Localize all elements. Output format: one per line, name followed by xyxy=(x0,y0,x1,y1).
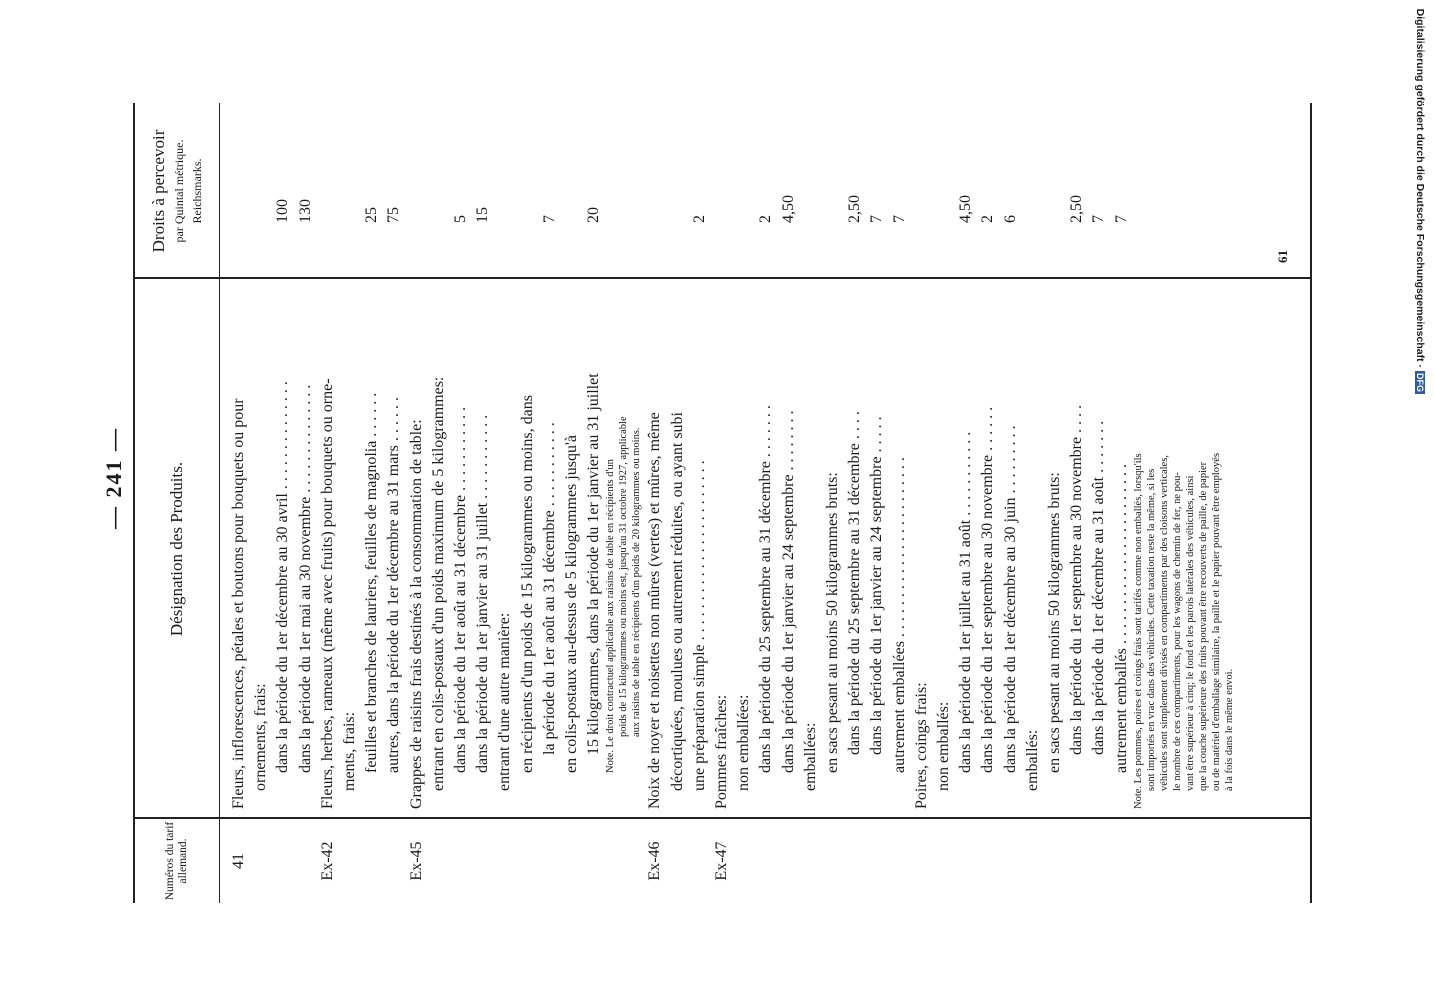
table-row xyxy=(932,103,956,903)
table-row xyxy=(427,103,451,903)
product-designation: dans la période du 1er décembre au 31 août . . . . . . . xyxy=(1090,420,1108,755)
table-row xyxy=(710,103,734,903)
duty-amount: 4,50 xyxy=(957,195,975,223)
table-row xyxy=(560,103,584,903)
product-designation: 15 kilogrammes, dans la période du 1er janvier au 31 juillet xyxy=(585,373,603,755)
duty-amount: 7 xyxy=(868,215,886,223)
product-designation: le nombre de ces compartiments, pour les wagons de chemin de fer, ne pou- xyxy=(1171,472,1183,791)
table-row xyxy=(821,103,845,903)
duty-amount: 7 xyxy=(1090,215,1108,223)
duty-amount: 100 xyxy=(274,199,292,223)
product-designation: entrant d'une autre manière: xyxy=(496,612,514,791)
table-row xyxy=(604,103,617,903)
table-row xyxy=(976,103,1000,903)
table-row xyxy=(360,103,384,903)
tariff-number: Ex-45 xyxy=(407,841,425,881)
table-row xyxy=(516,103,540,903)
footer-number: 61 xyxy=(1275,250,1290,263)
table-row xyxy=(1021,103,1045,903)
duty-amount: 5 xyxy=(452,215,469,223)
table-row xyxy=(954,103,978,903)
product-designation: emballées: xyxy=(801,722,819,791)
product-designation: dans la période du 1er janvier au 24 septembre . . . . . . . . xyxy=(779,410,797,773)
duty-amount: 6 xyxy=(1001,215,1019,223)
table-row xyxy=(271,103,295,903)
product-designation: en sacs pesant au moins 50 kilogrammes bruts: xyxy=(824,472,841,773)
duty-amount: 4,50 xyxy=(779,195,797,223)
table-row xyxy=(227,103,251,903)
product-designation: dans la période du 1er septembre au 30 novembre . . . . . . xyxy=(979,406,997,773)
table-row xyxy=(1110,103,1134,903)
table-row xyxy=(843,103,867,903)
product-designation: autrement emballés . . . . . . . . . . . . . . . . . . . . . . . xyxy=(1112,464,1130,773)
table-row xyxy=(1171,103,1184,903)
tariff-number: Ex-47 xyxy=(713,841,730,881)
table-row xyxy=(493,103,517,903)
product-designation: sont importés en vrac dans des véhicules. Cette taxation reste la même, si les xyxy=(1145,468,1157,791)
header-numeros xyxy=(135,819,219,903)
table-row xyxy=(1132,103,1145,903)
duty-amount: 75 xyxy=(385,207,403,223)
table-row xyxy=(294,103,318,903)
product-designation: Grappes de raisins frais destinés à la consommation de table: xyxy=(407,419,425,809)
duty-amount: 7 xyxy=(890,215,908,223)
duty-amount: 130 xyxy=(296,199,314,223)
table-row xyxy=(754,103,778,903)
dfg-logo: DFG xyxy=(1415,373,1425,392)
header-numeros-text: Numéros du tarif allemand. xyxy=(163,821,189,901)
duty-amount: 7 xyxy=(540,215,558,223)
product-designation: une préparation simple . . . . . . . . . . . . . . . . . . . . . . . xyxy=(690,460,708,791)
table-row xyxy=(471,103,495,903)
table-row xyxy=(617,103,630,903)
table-row xyxy=(405,103,429,903)
table-row xyxy=(1210,103,1223,903)
product-designation: Note. Les pommes, poires et coings frais sont tarifés comme non emballés, lorsqu'ils xyxy=(1132,453,1144,809)
tariff-number: 41 xyxy=(230,853,247,869)
table-row xyxy=(666,103,690,903)
table-row xyxy=(910,103,934,903)
product-designation: aux raisins de table en récipients d'un poids de 20 kilogrammes ou moins. xyxy=(631,427,643,737)
product-designation: Noix de noyer et noisettes non mûres (vertes) et mûres, même xyxy=(646,412,664,809)
product-designation: emballés: xyxy=(1023,729,1041,791)
duty-amount: 2 xyxy=(690,215,708,223)
credit-text: Digitalisierung gefördert durch die Deutsche Forschungsgemeinschaft · xyxy=(1414,8,1426,368)
header-designation-text: Désignation des Produits. xyxy=(167,461,187,637)
duty-amount: 2 xyxy=(979,215,997,223)
product-designation: autres, dans la période du 1er décembre au 31 mars . . . . . . xyxy=(385,397,403,773)
product-designation: non emballés: xyxy=(935,701,952,791)
product-designation: Pommes fraîches: xyxy=(713,694,730,809)
product-designation: dans la période du 1er décembre au 30 avril . . . . . . . . . . . . . . xyxy=(274,381,292,773)
table-row xyxy=(1158,103,1171,903)
product-designation: en sacs pesant au moins 50 kilogrammes bruts: xyxy=(1046,472,1063,773)
table-row xyxy=(382,103,406,903)
header-droits-unit: Reichsmarks. xyxy=(189,158,204,224)
duty-amount: 15 xyxy=(474,207,492,223)
product-designation: en colis-postaux au-dessus de 5 kilogrammes jusqu'à xyxy=(563,435,580,773)
duty-amount: 7 xyxy=(1112,215,1130,223)
product-designation: la période du 1er août au 31 décembre . . . . . . . . . . . xyxy=(540,422,558,755)
product-designation: dans la période du 25 septembre au 31 décembre . . . . . . . xyxy=(757,405,775,773)
duty-amount: 20 xyxy=(585,207,603,223)
table-row xyxy=(1184,103,1197,903)
product-designation: autrement emballées . . . . . . . . . . . . . . . . . . . . . . . xyxy=(890,457,908,773)
product-designation: dans la période du 1er janvier au 31 juillet . . . . . . . . . . . xyxy=(474,414,492,773)
product-designation: dans la période du 1er décembre au 30 juin . . . . . . . . . xyxy=(1001,425,1019,773)
table-row xyxy=(732,103,756,903)
header-designation xyxy=(135,279,219,819)
product-designation: véhicules sont simplement divisés en compartiments par des cloisons verticales, xyxy=(1158,455,1170,791)
page-number: — 241 — xyxy=(101,427,126,529)
table-row xyxy=(1043,103,1067,903)
table-row xyxy=(630,103,643,903)
product-designation: dans la période du 1er janvier au 24 septembre . . . . . xyxy=(868,416,886,755)
header-droits-subtitle: par Quintal métrique. xyxy=(171,139,186,243)
product-designation: ou de matériel d'emballage similaire, la paille et le papier pouvant être employés xyxy=(1210,452,1222,791)
tariff-number: Ex-46 xyxy=(646,841,664,881)
product-designation: Fleurs, inflorescences, pétales et boutons pour bouquets ou pour xyxy=(230,398,247,809)
product-designation: décortiquées, moulues ou autrement réduites, ou ayant subi xyxy=(668,411,686,791)
header-divider xyxy=(219,103,220,903)
table-row xyxy=(777,103,801,903)
product-designation: dans la période du 25 septembre au 31 décembre . . . . xyxy=(846,411,864,755)
product-designation: dans la période du 1er septembre au 30 novembre . . . . xyxy=(1068,404,1086,755)
table-row xyxy=(316,103,340,903)
product-designation: dans la période du 1er août au 31 décembre . . . . . . . . . . . xyxy=(452,406,469,773)
table-row xyxy=(799,103,823,903)
product-designation: Poires, coings frais: xyxy=(912,682,930,809)
duty-amount: 2,50 xyxy=(846,195,864,223)
product-designation: vant être supérieur à cinq; le fond et les parois latérales des véhicules, ainsi xyxy=(1184,475,1196,791)
table-row xyxy=(538,103,562,903)
product-designation: ments, frais: xyxy=(341,711,358,791)
table-row xyxy=(1145,103,1158,903)
duty-amount: 2,50 xyxy=(1068,195,1086,223)
table-row xyxy=(338,103,362,903)
tariff-table xyxy=(133,103,1312,903)
table-row xyxy=(582,103,606,903)
table-row xyxy=(249,103,273,903)
duty-amount: 2 xyxy=(757,215,775,223)
table-row xyxy=(1197,103,1210,903)
product-designation: poids de 15 kilogrammes ou moins est, jusqu'au 31 octobre 1927, applicable xyxy=(618,416,630,737)
product-designation: feuilles et branches de lauriers, feuilles de magnolia . . . . . . xyxy=(363,392,381,773)
table-row xyxy=(1223,103,1236,903)
table-row xyxy=(449,103,473,903)
table-row xyxy=(1065,103,1089,903)
table-row xyxy=(1087,103,1111,903)
product-designation: non emballées: xyxy=(735,694,753,791)
table-row xyxy=(688,103,712,903)
product-designation: que la couche supérieure des fruits pouvant être recouverts de paille, de papier xyxy=(1197,461,1209,791)
product-designation: dans la période du 1er juillet au 31 août . . . . . . . . . . . xyxy=(957,431,975,773)
product-designation: Note. Le droit contractuel applicable aux raisins de table en récipients d'un xyxy=(605,459,617,773)
table-row xyxy=(865,103,889,903)
product-designation: en récipients d'un poids de 15 kilogrammes ou moins, dans xyxy=(518,395,536,773)
product-designation: entrant en colis-postaux d'un poids maximum de 5 kilogrammes: xyxy=(429,376,447,791)
digitization-credit xyxy=(1409,8,1431,394)
table-row xyxy=(999,103,1023,903)
table-row xyxy=(888,103,912,903)
tariff-page xyxy=(85,53,1315,903)
product-designation: à la fois dans le même envoi. xyxy=(1223,668,1235,791)
tariff-number: Ex-42 xyxy=(318,841,336,881)
product-designation: ornements, frais: xyxy=(252,683,270,791)
product-designation: Fleurs, herbes, rameaux (même avec fruits) pour bouquets ou orne- xyxy=(318,378,336,809)
table-row xyxy=(643,103,667,903)
duty-amount: 25 xyxy=(363,207,381,223)
header-droits-text: Droits à percevoir xyxy=(149,129,169,253)
product-designation: dans la période du 1er mai au 30 novembre . . . . . . . . . . . . . . xyxy=(296,384,314,773)
header-droits xyxy=(135,103,219,279)
